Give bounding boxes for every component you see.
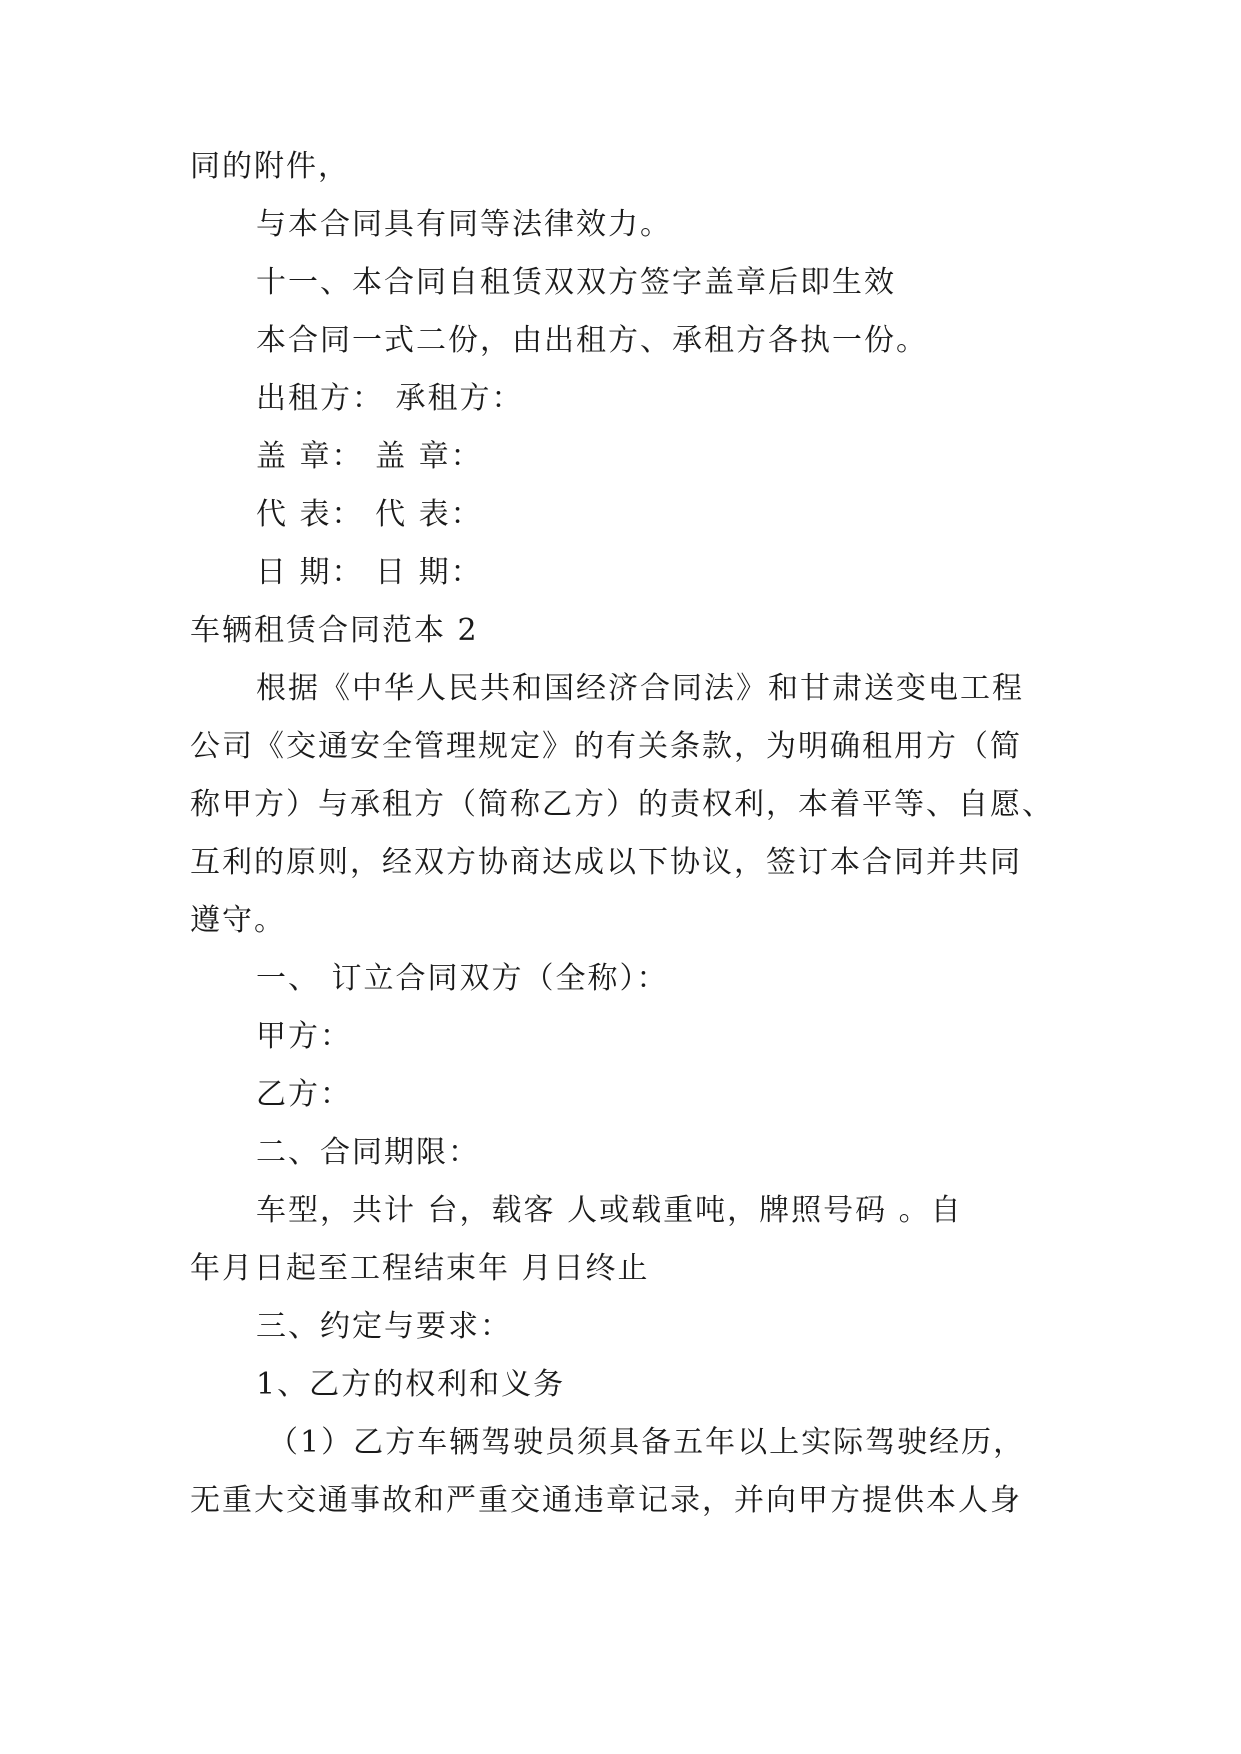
- text-line: 车型，共计 台，载客 人或载重吨，牌照号码 。自: [256, 1193, 963, 1228]
- text-line: 十一、本合同自租赁双双方签字盖章后即生效: [256, 265, 896, 300]
- signature-label-date: 日 期： 日 期：: [256, 555, 483, 590]
- text-line: 与本合同具有同等法律效力。: [256, 207, 672, 242]
- text-line: 互利的原则，经双方协商达成以下协议，签订本合同并共同: [190, 845, 1022, 880]
- signature-label-lessor: 出租方： 承租方：: [256, 381, 524, 416]
- text-line: （1）乙方车辆驾驶员须具备五年以上实际驾驶经历，: [268, 1425, 1026, 1460]
- text-line: 本合同一式二份，由出租方、承租方各执一份。: [256, 323, 928, 358]
- clause-heading: 三、约定与要求：: [256, 1309, 512, 1344]
- signature-label-seal: 盖 章： 盖 章：: [256, 439, 483, 474]
- section-title: 车辆租赁合同范本 2: [190, 613, 479, 648]
- clause-heading: 二、合同期限：: [256, 1135, 480, 1170]
- text-line: 同的附件，: [190, 149, 350, 184]
- text-line: 公司《交通安全管理规定》的有关条款，为明确租用方（简: [190, 729, 1022, 764]
- text-line: 无重大交通事故和严重交通违章记录，并向甲方提供本人身: [190, 1483, 1022, 1518]
- party-b-label: 乙方：: [256, 1077, 352, 1112]
- signature-label-representative: 代 表： 代 表：: [256, 497, 483, 532]
- text-line: 称甲方）与承租方（简称乙方）的责权利，本着平等、自愿、: [190, 787, 1054, 822]
- text-line: 根据《中华人民共和国经济合同法》和甘肃送变电工程: [256, 671, 1024, 706]
- sub-clause-heading: 1、乙方的权利和义务: [256, 1367, 566, 1402]
- party-a-label: 甲方：: [256, 1019, 352, 1054]
- text-line: 年月日起至工程结束年 月日终止: [190, 1251, 650, 1286]
- clause-heading: 一、 订立合同双方（全称）：: [256, 961, 669, 996]
- text-line: 遵守。: [190, 903, 286, 938]
